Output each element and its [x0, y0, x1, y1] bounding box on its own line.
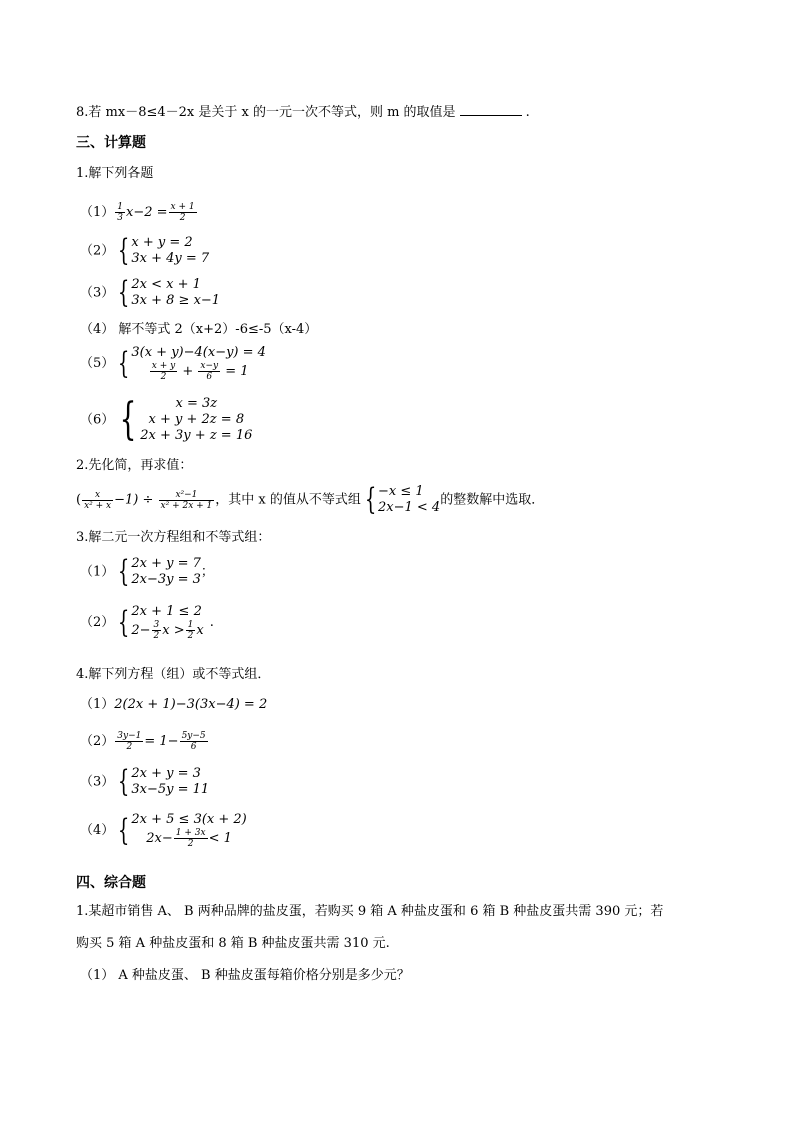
problem-5-question-1: （1） A 种盐皮蛋、 B 种盐皮蛋每箱价格分别是多少元？	[80, 968, 410, 983]
fraction: $\frac{1}{3}$	[117, 202, 124, 223]
section-4-title: 四、综合题	[76, 875, 146, 891]
fraction: $\frac{x + 1}{2}$	[170, 202, 195, 223]
p1-item-1	[80, 202, 198, 223]
equation-part: x−2 =	[126, 205, 168, 220]
item-label: （2）	[80, 734, 115, 749]
problem-3-title: 3.解二元一次方程组和不等式组：	[76, 530, 271, 545]
problem-2-expression: ( $\frac{x}{\text{x² + x}}$ −1) ÷ $\frac{\text{x²−1}}{\text{x² + 2x + 1}}$ ，其中 x 的值从不等式组 { −x ≤ 1 2x−1 < 4 的整数解中选取．	[76, 482, 545, 517]
p1-item-2	[80, 235, 209, 267]
q8-text: 8.若 mx－8≤4－2x 是关于 x 的一元一次不等式，则 m 的取值是	[76, 105, 456, 120]
inequality-system: { −x ≤ 1 2x−1 < 4	[364, 482, 441, 517]
inequality-system: { 2x + 5 ≤ 3(x + 2) 2x− $\frac{1 + 3x}{2}$ < 1	[118, 812, 247, 849]
item-label: （1）	[80, 205, 115, 220]
p3-item-2: （2） { 2x + 1 ≤ 2 2− $\frac{3}{2}$ x > $\frac{1}{2}$ x .	[80, 604, 214, 641]
problem-4-title: 4.解下列方程（组）或不等式组．	[76, 667, 271, 682]
inequality-system: { 2x + 1 ≤ 2 2− $\frac{3}{2}$ x > $\frac{1}{2}$ x	[118, 604, 204, 641]
equation: 2(2x + 1)−3(3x−4) = 2	[114, 697, 268, 712]
p4-item-4	[80, 812, 247, 849]
p1-item-4: （4） 解不等式 2（x+2）-6≤-5（x-4）	[80, 322, 318, 337]
question-8	[76, 103, 530, 122]
item-label: （2）	[80, 615, 115, 630]
item-label: （3）	[80, 285, 115, 301]
equation-system: { 2x + y = 7 2x−3y = 3	[118, 554, 201, 589]
p3-item-1: （1） { 2x + y = 7 2x−3y = 3 ；	[80, 554, 214, 589]
problem-2-title: 2.先化简，再求值：	[76, 458, 193, 473]
equation-system: { x = 3z x + y + 2z = 8 2x + 3y + z = 16	[119, 394, 253, 445]
inequality-system: { 2x < x + 1 3x + 8 ≥ x−1	[118, 275, 221, 310]
item-label: （3）	[80, 774, 115, 790]
problem-1-title: 1.解下列各题	[76, 166, 154, 181]
item-label: （5）	[80, 356, 115, 371]
problem-5-line-2: 购买 5 箱 A 种盐皮蛋和 8 箱 B 种盐皮蛋共需 310 元.	[76, 936, 390, 951]
equation-system: { x + y = 2 3x + 4y = 7	[118, 233, 210, 268]
answer-blank[interactable]	[460, 103, 522, 116]
q8-end: .	[525, 105, 530, 120]
p1-item-3	[80, 277, 220, 309]
item-label: （1）	[80, 564, 115, 580]
item-label: （2）	[80, 243, 115, 259]
p4-item-2: （2） $\frac{3y-1}{2}$ = 1− $\frac{5y-5}{6}$	[80, 731, 206, 752]
item-label: （4）	[80, 823, 115, 838]
problem-5-line-1: 1.某超市销售 A、 B 两种品牌的盐皮蛋，若购买 9 箱 A 种盐皮蛋和 6 箱 B 种盐皮蛋共需 390 元；若	[76, 904, 664, 919]
item-label: （6）	[80, 412, 115, 428]
equation-system: { 2x + y = 3 3x−5y = 11	[118, 764, 210, 799]
condition-text: ，其中 x 的值从不等式组	[215, 492, 361, 508]
p4-item-1	[80, 696, 267, 714]
equation-system: { 3(x + y)−4(x−y) = 4 $\frac{x + y}{2}$ + $\frac{x-y}{6}$ = 1	[118, 345, 266, 382]
p4-item-3	[80, 766, 209, 798]
p1-item-5	[80, 345, 266, 382]
p1-item-6	[80, 396, 252, 444]
section-3-title: 三、计算题	[76, 135, 146, 151]
item-label: （1）	[80, 697, 115, 712]
